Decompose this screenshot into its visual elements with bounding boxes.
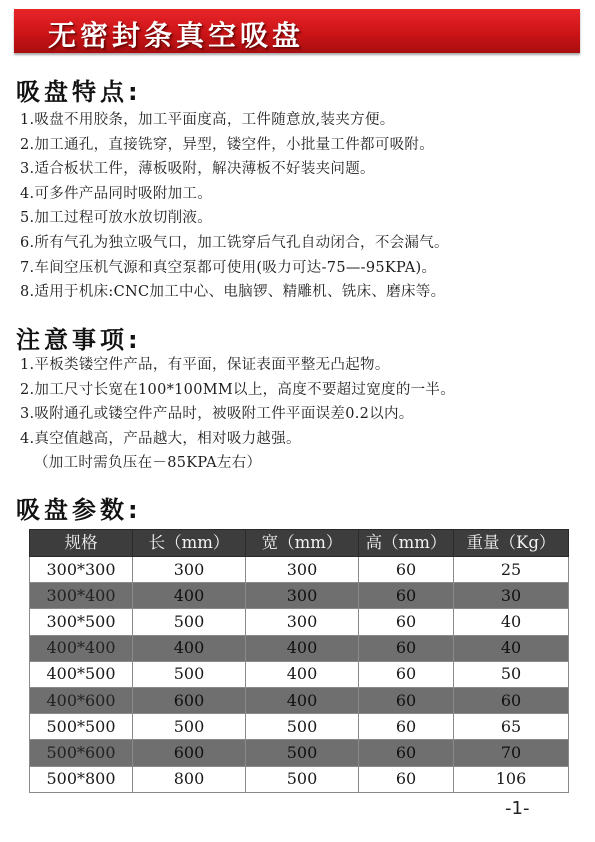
table-cell: 400 — [133, 583, 246, 609]
table-cell: 300*300 — [30, 557, 133, 583]
table-cell: 60 — [359, 557, 454, 583]
table-row — [30, 557, 569, 583]
header-cell-height: 高（mm） — [359, 530, 454, 557]
table-cell: 25 — [454, 557, 569, 583]
table-cell: 300 — [246, 557, 359, 583]
table-cell: 50 — [454, 661, 569, 687]
table-cell: 60 — [359, 661, 454, 687]
table-cell: 400 — [246, 635, 359, 661]
table-cell: 600 — [133, 687, 246, 713]
table-row — [30, 609, 569, 635]
table-cell: 400 — [133, 635, 246, 661]
table-cell: 60 — [359, 635, 454, 661]
table-cell: 300 — [246, 583, 359, 609]
header-cell-length: 长（mm） — [133, 530, 246, 557]
table-cell: 70 — [454, 740, 569, 766]
table-cell: 60 — [359, 714, 454, 740]
table-row — [30, 714, 569, 740]
features-heading: 吸盘特点: — [16, 78, 142, 106]
table-cell: 60 — [359, 740, 454, 766]
table-cell: 500*800 — [30, 766, 133, 792]
list-item: 2.加工尺寸长宽在100*100MM以上，高度不要超过宽度的一半。 — [20, 381, 456, 398]
table-cell: 500 — [133, 609, 246, 635]
table-cell: 60 — [359, 687, 454, 713]
sub-note: （加工时需负压在－85KPA左右） — [34, 455, 262, 471]
list-item: 1.吸盘不用胶条，加工平面度高，工件随意放,装夹方便。 — [20, 112, 395, 128]
page-number: -1- — [505, 798, 530, 819]
header-cell-spec: 规格 — [30, 530, 133, 557]
table-header-row — [30, 530, 569, 557]
table-cell: 300 — [246, 609, 359, 635]
table-cell: 500 — [246, 714, 359, 740]
list-item: 7.车间空压机气源和真空泵都可使用(吸力可达-75—-95KPA)。 — [20, 259, 437, 276]
table-cell: 500 — [246, 766, 359, 792]
table-cell: 800 — [133, 766, 246, 792]
table-cell: 400*500 — [30, 661, 133, 687]
table-cell: 40 — [454, 609, 569, 635]
list-item: 4.可多件产品同时吸附加工。 — [20, 185, 213, 202]
table-cell: 400*400 — [30, 635, 133, 661]
params-heading: 吸盘参数: — [16, 496, 142, 524]
banner-title: 无密封条真空吸盘 — [48, 19, 305, 52]
list-item: 6.所有气孔为独立吸气口，加工铣穿后气孔自动闭合，不会漏气。 — [20, 234, 449, 251]
table-cell: 500 — [133, 661, 246, 687]
list-item: 8.适用于机床:CNC加工中心、电脑锣、精雕机、铣床、磨床等。 — [20, 284, 446, 301]
table-cell: 500 — [133, 714, 246, 740]
list-item: 1.平板类镂空件产品，有平面，保证表面平整无凸起物。 — [20, 357, 390, 373]
title-banner — [14, 9, 580, 53]
table-row — [30, 740, 569, 766]
table-cell: 300*400 — [30, 583, 133, 609]
table-row — [30, 583, 569, 609]
header-cell-weight: 重量（Kg） — [454, 530, 569, 557]
list-item: 3.吸附通孔或镂空件产品时，被吸附工件平面误差0.2以内。 — [20, 406, 414, 422]
table-row — [30, 687, 569, 713]
table-row — [30, 766, 569, 792]
header-cell-width: 宽（mm） — [246, 530, 359, 557]
table-cell: 30 — [454, 583, 569, 609]
table-cell: 400*600 — [30, 687, 133, 713]
notes-heading: 注意事项: — [16, 326, 142, 354]
table-cell: 500*500 — [30, 714, 133, 740]
table-cell: 60 — [359, 609, 454, 635]
table-cell: 400 — [246, 661, 359, 687]
table-row — [30, 661, 569, 687]
table-cell: 65 — [454, 714, 569, 740]
list-item: 3.适合板状工件，薄板吸附，解决薄板不好装夹问题。 — [20, 161, 375, 178]
features-list — [20, 108, 590, 305]
table-cell: 300 — [133, 557, 246, 583]
notes-list — [20, 353, 590, 476]
table-cell: 60 — [454, 687, 569, 713]
table-cell: 400 — [246, 687, 359, 713]
table-cell: 500*600 — [30, 740, 133, 766]
table-cell: 600 — [133, 740, 246, 766]
table-cell: 500 — [246, 740, 359, 766]
table-row — [30, 635, 569, 661]
list-item: 2.加工通孔，直接铣穿，异型，镂空件，小批量工件都可吸附。 — [20, 136, 435, 153]
list-item: 5.加工过程可放水放切削液。 — [20, 210, 213, 227]
table-cell: 40 — [454, 635, 569, 661]
params-table — [29, 529, 569, 793]
table-cell: 300*500 — [30, 609, 133, 635]
table-cell: 60 — [359, 766, 454, 792]
table-cell: 106 — [454, 766, 569, 792]
list-item: 4.真空值越高，产品越大，相对吸力越强。 — [20, 430, 301, 447]
table-cell: 60 — [359, 583, 454, 609]
